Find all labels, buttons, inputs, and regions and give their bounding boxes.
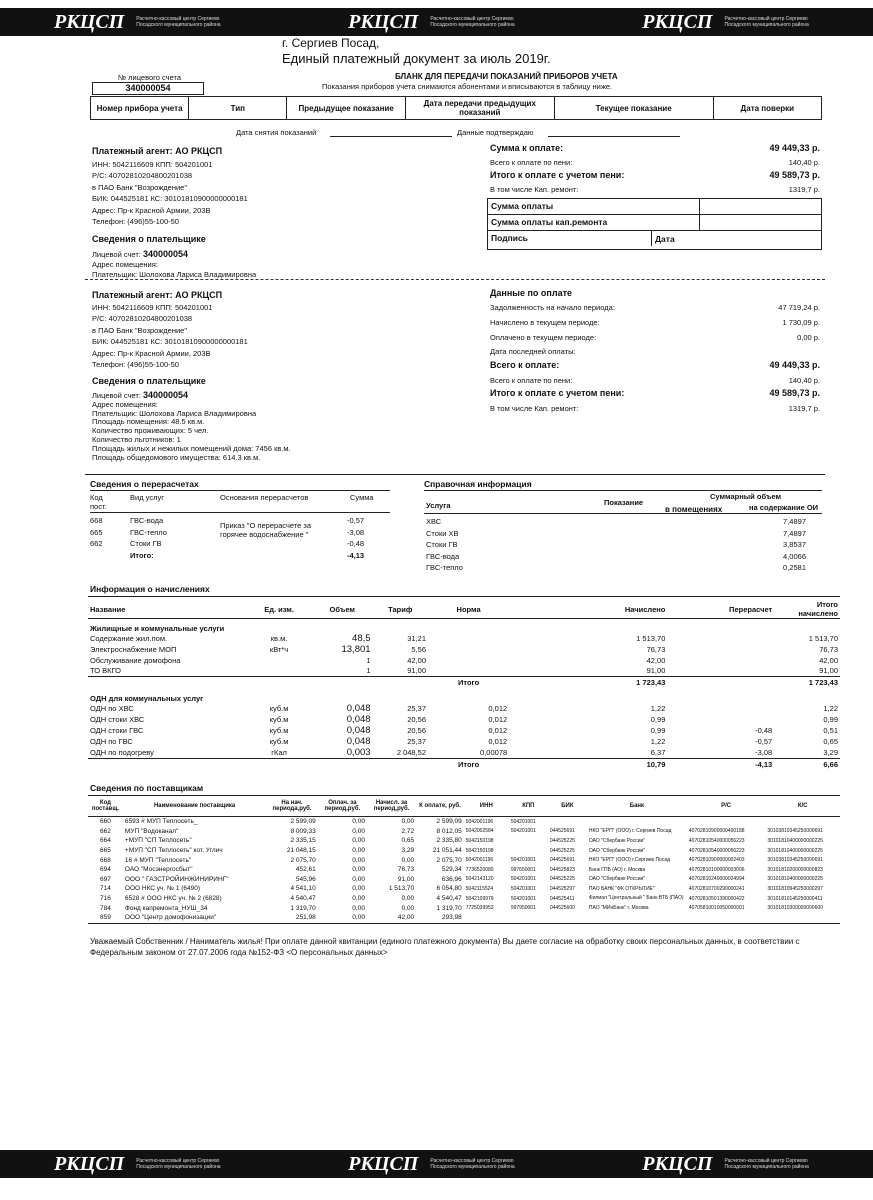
meter-col-type: Тип bbox=[189, 97, 287, 120]
recalc-col-service: Вид услуг bbox=[130, 493, 164, 502]
pay2-total: Всего к оплате: 49 449,33 р. bbox=[490, 360, 820, 370]
recalc-col-code: Код пост. bbox=[90, 493, 107, 511]
pay2-title: Данные по оплате bbox=[490, 288, 572, 298]
logo: РКЦСП Расчетно-кассовый центр Сергиево Посадского муниципального района bbox=[344, 1150, 588, 1178]
logo: РКЦСП Расчетно-кассовый центр Сергиево Посадского муниципального района bbox=[638, 1150, 873, 1178]
pay2-with-penalty: Итого к оплате с учетом пени: 49 589,73 р. bbox=[490, 388, 820, 398]
meter-col-verify: Дата поверки bbox=[713, 97, 821, 120]
pay-kap-row: Сумма оплаты кап.ремонта bbox=[488, 215, 821, 231]
supplier-row: 664 +МУП "СП Теплосеть" 2 335,15 0,00 0,65 2 335,80 5042150198 044525225 ОАО "Сбербанк России" 40702810540000056223 30101810400000000225 bbox=[100, 837, 823, 845]
supplier-row: 662 МУП "Водоканал" 8 009,33 0,00 2,72 8 012,05 5042002584 504201001 044525691 НКО "ЕРП" (ООО) г. Сергиев Посад 40702810900000400188 30103810345250000691 bbox=[100, 827, 823, 835]
agent2-payer-title: Сведения о плательщике bbox=[92, 376, 206, 386]
consent-notice: Уважаемый Собственник / Наниматель жилья! При оплате данной квитанции (единого платежного документа) Вы даете согласие на обработку своих персональных данных, в соответствии с Федеральным законом от 27.07.2006 года №152-ФЗ <О персональных данных> bbox=[90, 937, 800, 957]
ref-col-total: Суммарный объем bbox=[710, 492, 782, 501]
suppliers-table bbox=[88, 795, 840, 924]
reference-row: ГВС-вода 4,0066 bbox=[426, 551, 806, 561]
charges-total: Итого 10,79 -4,13 6,66 bbox=[88, 759, 840, 770]
account-number-box: 340000054 bbox=[92, 82, 204, 95]
supplier-row: 784 Фонд капремонта_НУШ_34 1 319,70 0,00 0,00 1 319,70 7725039953 997950001 044525600 ПАО "МИнБанк" г. Москва 40705810010050000001 30101810300000000600 bbox=[100, 904, 823, 912]
meter-col-prev-date: Дата передачи предыдущих показаний bbox=[405, 97, 554, 120]
reference-row: ГВС-тепло 0,2581 bbox=[426, 563, 806, 572]
suppliers-header: Код поставщ. Наименование поставщика На нач. периода,руб. Оплач. за период,руб. Начисл. за период,руб. К оплате, руб. ИНН КПП БИК Банк Р/С К/С bbox=[88, 796, 840, 817]
reference-row: Стоки ГВ 3,8537 bbox=[426, 540, 806, 549]
supplier-row: 668 16 # МУП "Теплосеть" 2 075,70 0,00 0,00 2 075,70 5042001196 504201001 044525691 НКО "ЕРП" (ООО) г.Сергиев Посад 40702810900000002403 30103810345250000691 bbox=[100, 856, 823, 864]
pay1-penalty: Всего к оплате по пени: 140,40 р. bbox=[490, 158, 820, 167]
pay-sign-row: Подпись Дата bbox=[488, 231, 821, 246]
blank-subtitle: Показания приборов учета снимаются абонентами и вписываются в таблицу ниже. bbox=[322, 82, 613, 91]
supplier-row: 716 6528 # ООО НКС уч. № 2 (6828) 4 540,47 0,00 0,00 4 540,47 5042109979 504201001 044525411 Филиал "Центральный " Банк ВТБ (ПАО) 40702810501390000422 30101810145250000411 bbox=[100, 895, 823, 903]
footer-logo-band bbox=[0, 1150, 873, 1178]
supplier-row: 660 6593 # МУП Теплосеть_ 2 599,09 0,00 0,00 2 599,09 5042001196 504201001 bbox=[100, 818, 536, 826]
reference-row: Стоки ХВ 7,4897 bbox=[426, 528, 806, 538]
meter-readings-table bbox=[90, 96, 822, 120]
charges-row: ОДН стоки ХВС куб.м 0,048 20,56 0,012 0,99 0,99 bbox=[90, 714, 838, 726]
logo: РКЦСП Расчетно-кассовый центр Сергиево Посадского муниципального района bbox=[344, 8, 588, 36]
account-label: № лицевого счета bbox=[118, 73, 181, 82]
supplier-row: 859 ООО "Центр домофонизации" 251,98 0,00 42,00 293,98 bbox=[88, 913, 840, 923]
recalc-col-sum: Сумма bbox=[350, 493, 374, 502]
meter-col-number: Номер прибора учета bbox=[91, 97, 189, 120]
city: г. Сергиев Посад, bbox=[282, 36, 380, 50]
supplier-row: 694 ОАО "Мосэнергосбыт" 452,61 0,00 76,73 529,34 7736520080 997650001 044525823 Банк ГПБ (АО) г. Москва 40702810100000003006 30101810200000000823 bbox=[100, 866, 823, 874]
charges-table bbox=[88, 600, 840, 770]
payment-entry-box bbox=[487, 198, 822, 250]
logo: РКЦСП Расчетно-кассовый центр Сергиево Посадского муниципального района bbox=[638, 8, 873, 36]
pay2-row: Начислено в текущем периоде: 1 730,09 р. bbox=[490, 318, 820, 327]
pay1-total: Сумма к оплате: 49 449,33 р. bbox=[490, 143, 820, 153]
pay2-row: Дата последней оплаты: bbox=[490, 347, 576, 356]
recalc-col-reason: Основания перерасчетов bbox=[220, 493, 309, 502]
recalc-reason: Приказ "О перерасчете за горячее водоснабжение " bbox=[220, 521, 312, 539]
recalc-row: 662 Стоки ГВ -0,48 bbox=[90, 539, 365, 548]
charges-title: Информация о начислениях bbox=[90, 584, 210, 594]
pay2-penalty: Всего к оплате по пени: 140,40 р. bbox=[490, 376, 820, 385]
pay2-row: Задолженность на начало периода: 47 719,24 р. bbox=[490, 303, 820, 312]
charges-row: ТО ВКГО 1 91,00 91,00 91,00 bbox=[90, 666, 838, 676]
charges-header: Название Ед. изм. Объем Тариф Норма Начислено Перерасчет Итого начислено bbox=[90, 600, 838, 618]
reference-rows bbox=[426, 516, 806, 574]
agent2-payer-info: Лицевой счет: 340000054 Адрес помещения: Плательщик: Шолохова Лариса Владимировна Площадь помещения: 48.5 кв.м. Количество проживающих: 5 чел. Количество льготников: 1 Площадь жилых и нежилых помещений дома: 7456 кв.м. Площадь общедомового имущества: 614.3 кв.м. bbox=[92, 390, 291, 462]
suppliers-title: Сведения по поставщикам bbox=[90, 783, 204, 793]
recalc-row: 668 ГВС-вода -0,57 bbox=[90, 516, 365, 525]
meter-col-current: Текущее показание bbox=[554, 97, 713, 120]
pay-sum-row: Сумма оплаты bbox=[488, 199, 821, 215]
charges-row: Обслуживание домофона 1 42,00 42,00 42,00 bbox=[90, 655, 838, 665]
pay1-kap: В том числе Кап. ремонт: 1319,7 р. bbox=[490, 185, 820, 194]
charges-row: Электроснабжение МОП кВт*ч 13,801 5,56 76,73 76,73 bbox=[90, 644, 838, 656]
agent1-payer-title: Сведения о плательщике bbox=[92, 234, 206, 244]
charges-row: ОДН по ГВС куб.м 0,048 25,37 0,012 1,22 -0,57 0,65 bbox=[90, 736, 838, 748]
reference-title: Справочная информация bbox=[424, 479, 532, 489]
header-logo-band bbox=[0, 8, 873, 36]
blank-title: БЛАНК ДЛЯ ПЕРЕДАЧИ ПОКАЗАНИЙ ПРИБОРОВ УЧЕТА bbox=[395, 72, 618, 81]
agent1-payer-info: Лицевой счет: 340000054 Адрес помещения: Плательщик: Шолохова Лариса Владимировна bbox=[92, 249, 257, 279]
charges-row: Содержание жил.пом. кв.м. 48,5 31,21 1 513,70 1 513,70 bbox=[90, 633, 838, 645]
reading-date-label: Дата снятия показаний bbox=[236, 128, 317, 137]
charges-group: Жилищные и коммунальные услуги bbox=[90, 623, 225, 633]
document-title: Единый платежный документ за июль 2019г. bbox=[282, 51, 551, 66]
cut-line bbox=[85, 279, 825, 280]
logo: РКЦСП Расчетно-кассовый центр Сергиево Посадского муниципального района bbox=[50, 8, 294, 36]
charges-row: ОДН стоки ГВС куб.м 0,048 20,56 0,012 0,99 -0,48 0,51 bbox=[90, 725, 838, 737]
supplier-row: 665 +МУП "СП Теплосеть" кот. Углич 21 048,15 0,00 3,29 21 051,44 5042150198 044525225 ОАО "Сбербанк России" 40702810540000056223 30101810400000000225 bbox=[100, 847, 823, 855]
ref-col-service: Услуга bbox=[426, 501, 451, 510]
supplier-row: 714 ООО НКС уч. № 1 (6490) 4 541,10 0,00 1 513,70 6 054,80 5042115524 504201001 044525297 ПАО БАНК "ФК ОТКРЫТИЕ" 40702810700290000241 30101810945250000297 bbox=[100, 885, 823, 893]
agent2-details: ИНН: 5042116609 КПП: 504201001 Р/С: 40702810204800201038 в ПАО Банк "Возрождение" БИК: 044525181 КС: 30101810900000000181 Адрес: Пр-к Красной Армии, 203В Телефон: (496)55-100-50 bbox=[92, 303, 248, 370]
confirmed-label: Данные подтверждаю bbox=[457, 128, 534, 137]
agent1-title: Платежный агент: АО РКЦСП bbox=[92, 146, 223, 156]
charges-row: ОДН по подогреву гКал 0,003 2 048,52 0,00078 6,37 -3,08 3,29 bbox=[90, 747, 838, 759]
charges-total: Итого 1 723,43 1 723,43 bbox=[88, 676, 840, 687]
charges-group: ОДН для коммунальных услуг bbox=[90, 693, 204, 703]
recalc-title: Сведения о перерасчетах bbox=[90, 479, 199, 489]
supplier-row: 697 ООО " ГАЗСТРОЙИНЖИНИРИНГ" 545,96 0,00 91,00 636,96 5042143120 504201001 044525225 ОАО "Сбербанк России" 40702810240000024994 30101810400000000225 bbox=[100, 875, 823, 883]
pay1-with-penalty: Итого к оплате с учетом пени: 49 589,73 р. bbox=[490, 170, 820, 180]
ref-col-oi: на содержание ОИ bbox=[749, 503, 819, 512]
agent2-title: Платежный агент: АО РКЦСП bbox=[92, 290, 223, 300]
charges-row: ОДН по ХВС куб.м 0,048 25,37 0,012 1,22 1,22 bbox=[90, 703, 838, 715]
recalc-total: Итого: -4,13 bbox=[130, 550, 365, 560]
ref-col-rooms: в помещениях bbox=[665, 505, 723, 514]
agent1-details: ИНН: 5042116609 КПП: 504201001 Р/С: 40702810204800201038 в ПАО Банк "Возрождение" БИК: 044525181 КС: 30101810900000000181 Адрес: Пр-к Красной Армии, 203В Телефон: (496)55-100-50 bbox=[92, 160, 248, 227]
logo: РКЦСП Расчетно-кассовый центр Сергиево Посадского муниципального района bbox=[50, 1150, 294, 1178]
meter-col-prev: Предыдущее показание bbox=[287, 97, 405, 120]
reference-row: ХВС 7,4897 bbox=[426, 517, 806, 526]
recalc-row: 665 ГВС-тепло -3,08 bbox=[90, 527, 365, 537]
pay2-row: Оплачено в текущем периоде: 0,00 р. bbox=[490, 333, 820, 342]
ref-col-reading: Показание bbox=[604, 498, 644, 507]
pay2-kap: В том числе Кап. ремонт: 1319,7 р. bbox=[490, 404, 820, 413]
